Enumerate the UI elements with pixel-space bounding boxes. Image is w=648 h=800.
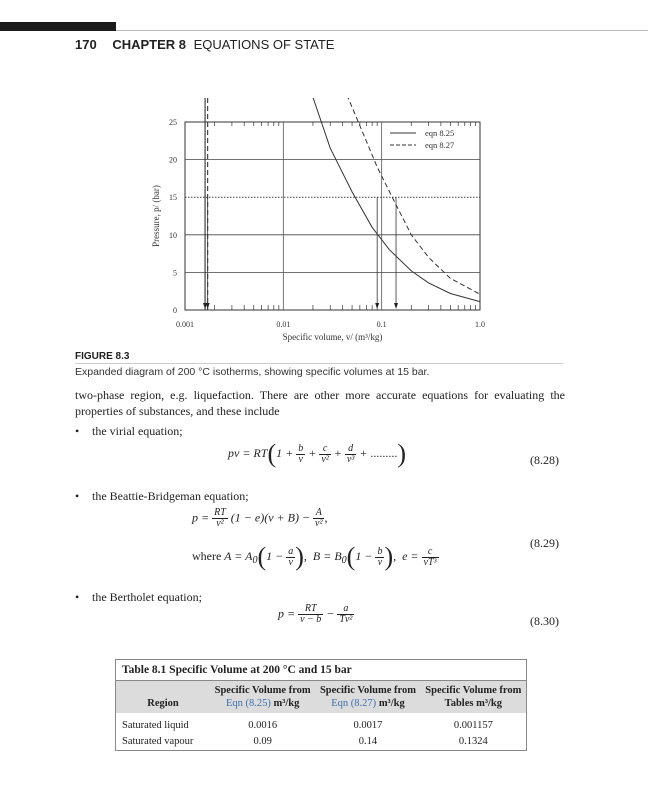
bullet-bertholet-text: the Bertholet equation; <box>92 590 202 604</box>
body-paragraph: two-phase region, e.g. liquefaction. There are other more accurate equations for evaluating the properties of substances, and these include <box>75 388 565 418</box>
y-tick-label: 5 <box>173 268 177 278</box>
table-row <box>116 734 526 750</box>
chapter-label: CHAPTER 8 <box>112 37 187 52</box>
equation-number-829: (8.29) <box>530 536 559 550</box>
y-tick-label: 15 <box>169 193 177 203</box>
x-axis-label: Specific volume, v/ (m³/kg) <box>282 332 383 342</box>
table-title: Table 8.1 Specific Volume at 200 °C and 15 bar <box>116 660 526 681</box>
x-tick-label: 1.0 <box>475 320 485 329</box>
volume-marker-arrow <box>375 303 379 309</box>
equation-virial: pv = RT(1 + $\frac{b}{v}$ + $\frac{c}{\text{v²}}$ + $\frac{d}{\text{v³}}$ + .........) <box>228 439 407 468</box>
legend-label-1: eqn 8.25 <box>425 128 455 138</box>
volume-marker-arrow <box>206 303 210 309</box>
y-tick-label: 10 <box>169 230 177 240</box>
header-col3 <box>421 681 526 713</box>
isotherm-curve-1 <box>305 9 480 302</box>
x-tick-label: 0.1 <box>376 320 387 329</box>
volume-marker-arrow <box>394 303 398 309</box>
header-col1-text: Specific Volume from <box>214 685 311 696</box>
plot-frame <box>185 122 480 310</box>
x-tick-label: 0.001 <box>176 320 194 329</box>
header-col3-text-b: Tables m³/kg <box>444 698 502 709</box>
header-col1-ref[interactable]: Eqn (8.25) <box>225 698 271 709</box>
y-axis-label: Pressure, p/ (bar) <box>151 185 161 247</box>
bullet-beattie: • the Beattie-Bridgeman equation; <box>75 489 249 503</box>
header-col2-unit: m³/kg <box>376 698 405 709</box>
y-tick-label: 20 <box>169 155 177 165</box>
y-tick-label: 25 <box>169 118 177 127</box>
header-region: Region <box>116 681 210 713</box>
legend-label-2: eqn 8.27 <box>425 140 455 150</box>
isotherm-curve-2 <box>327 9 480 294</box>
figure-rule <box>75 363 563 364</box>
isotherm-chart <box>0 0 648 350</box>
figure-label: FIGURE 8.3 <box>75 351 130 362</box>
cell-region: Saturated vapour <box>122 736 194 747</box>
header-col1 <box>210 681 315 713</box>
bullet-bertholet: • the Bertholet equation; <box>75 590 202 604</box>
x-tick-label: 0.01 <box>276 320 291 329</box>
equation-beattie-1: p = $\frac{RT}{\text{v²}}$ (1 − e)(v + B) − $\frac{A}{\text{v²}}$ , <box>192 507 328 529</box>
cell-region: Saturated liquid <box>122 720 189 731</box>
header-col3-text-a: Specific Volume from <box>425 685 522 696</box>
table-row <box>116 713 526 734</box>
cell-v3: 0.001157 <box>453 720 493 731</box>
header-col2 <box>315 681 420 713</box>
cell-v2: 0.14 <box>358 736 378 747</box>
specific-volume-table <box>115 659 527 751</box>
y-tick-label: 0 <box>173 306 177 315</box>
cell-v2: 0.0017 <box>353 720 383 731</box>
equation-bertholet: p = $\frac{RT}{v - b}$ − $\frac{a}{\text{Tv²}}$ <box>278 603 353 625</box>
bullet-virial: • the virial equation; <box>75 424 183 438</box>
equation-number-828: (8.28) <box>530 453 559 467</box>
bullet-virial-text: the virial equation; <box>92 424 183 438</box>
header-col2-text: Specific Volume from <box>319 685 417 696</box>
bullet-beattie-text: the Beattie-Bridgeman equation; <box>92 489 249 503</box>
page-number: 170 <box>75 37 97 52</box>
equation-beattie-2: where $A = A_0(1$ − $\frac{a}{v}$ ), $B = B_0(1$ − $\frac{b}{v}$ ), e = $\frac{c}{\text{vT³}}$ <box>192 542 437 571</box>
plot-area <box>151 9 485 342</box>
cell-v3: 0.1324 <box>458 736 488 747</box>
equation-number-830: (8.30) <box>530 614 559 628</box>
cell-v1: 0.09 <box>253 736 272 747</box>
header-col1-unit: m³/kg <box>270 698 300 709</box>
header-col2-ref[interactable]: Eqn (8.27) <box>331 698 377 709</box>
figure-caption: Expanded diagram of 200 °C isotherms, showing specific volumes at 15 bar. <box>75 366 430 378</box>
cell-v1: 0.0016 <box>248 720 278 731</box>
chapter-title: EQUATIONS OF STATE <box>193 37 335 52</box>
